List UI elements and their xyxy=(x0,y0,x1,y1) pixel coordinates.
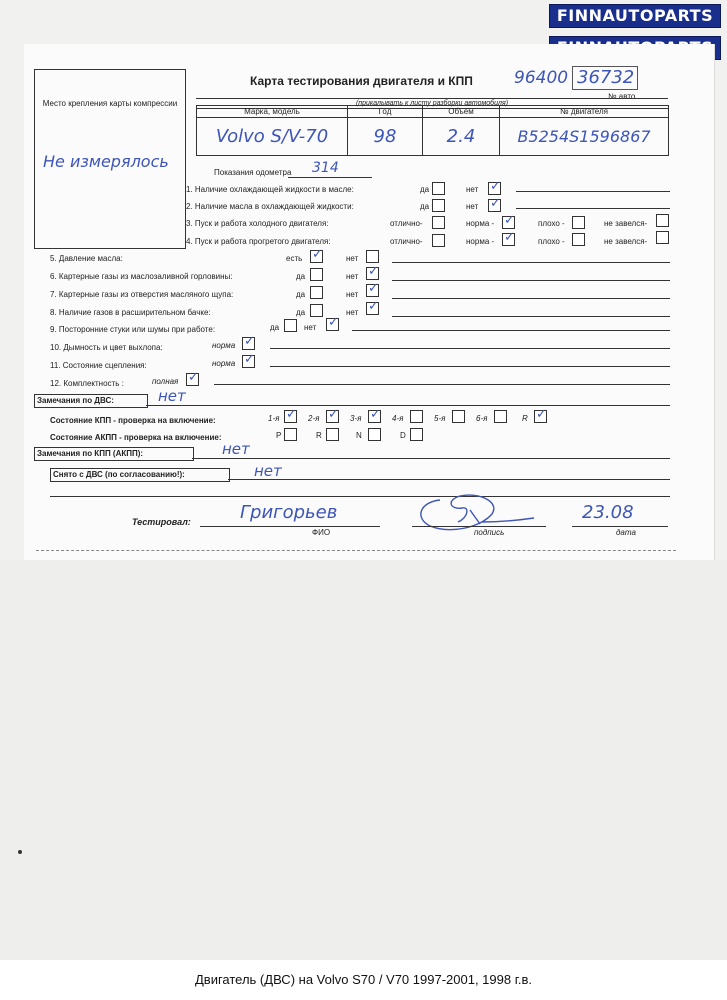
gear-5-label: 5-я xyxy=(434,414,446,423)
item-6-line xyxy=(392,280,670,281)
item-2-line xyxy=(516,208,670,209)
item-3-excellent: отлично- xyxy=(390,219,423,228)
odometer-value: 314 xyxy=(312,160,339,176)
item-11-norm-checkbox xyxy=(242,352,255,368)
scan-speck xyxy=(18,850,22,854)
item-4-excellent-checkbox xyxy=(432,234,445,247)
item-7-yes-checkbox xyxy=(310,286,323,299)
separator-line xyxy=(50,496,670,497)
item-2-no-checkbox xyxy=(488,196,501,212)
gear-2-label: 2-я xyxy=(308,414,320,423)
remarks-engine-value: нет xyxy=(158,387,186,405)
tested-label: Тестировал: xyxy=(132,517,191,527)
akpp-n-label: N xyxy=(356,431,362,440)
header-make: Марка, модель xyxy=(197,106,348,118)
item-9-yes: да xyxy=(270,323,280,332)
item-8-label: 8. Наличие газов в расширительном бачке: xyxy=(50,308,211,317)
item-1-no: нет xyxy=(466,185,479,194)
item-9-no-checkbox xyxy=(326,315,339,331)
akpp-d-label: D xyxy=(400,431,406,440)
item-12-full-checkbox xyxy=(186,370,199,386)
gear-4-checkbox xyxy=(410,410,423,423)
item-11-line xyxy=(270,366,670,367)
cut-line xyxy=(36,550,676,551)
item-3-no-start-checkbox xyxy=(656,214,669,227)
item-11-norm: норма xyxy=(212,359,236,368)
item-7-line xyxy=(392,298,670,299)
item-8-line xyxy=(392,316,670,317)
item-4-no-start: не завелся- xyxy=(604,237,648,246)
item-8-yes-checkbox xyxy=(310,304,323,317)
item-5-present: есть xyxy=(286,254,303,263)
akpp-state-label: Состояние АКПП - проверка на включение: xyxy=(50,433,222,442)
item-8-yes: да xyxy=(296,308,306,317)
item-4-no-start-checkbox xyxy=(656,231,669,244)
item-9-line xyxy=(352,330,670,331)
compression-card-box xyxy=(34,69,186,249)
item-3-normal: норма - xyxy=(466,219,495,228)
odometer-label: Показания одометра xyxy=(214,168,292,177)
fio-label: ФИО xyxy=(312,528,331,537)
item-6-no-checkbox xyxy=(366,264,379,280)
remarks-engine-line xyxy=(146,405,670,406)
removed-value: нет xyxy=(254,462,282,480)
check-mark-icon: ✓ xyxy=(536,407,547,422)
gear-6-label: 6-я xyxy=(476,414,488,423)
gear-r-checkbox xyxy=(534,407,547,423)
tested-value: Григорьев xyxy=(240,502,338,523)
vehicle-table xyxy=(196,105,669,156)
check-mark-icon: ✓ xyxy=(370,407,381,422)
gear-1-label: 1-я xyxy=(268,414,280,423)
remarks-engine-label: Замечания по ДВС: xyxy=(34,394,148,408)
gear-r-label: R xyxy=(522,414,528,423)
form-subtitle: (прикалывать к листу разборки автомобиля) xyxy=(196,98,668,109)
removed-label: Снято с ДВС (по согласованию!): xyxy=(50,468,230,482)
remarks-kpp-line xyxy=(192,458,670,459)
header-volume: Объём xyxy=(423,106,500,118)
item-6-yes: да xyxy=(296,272,306,281)
watermark-logo: FINNAUTOPARTS xyxy=(549,4,721,28)
check-mark-icon: ✓ xyxy=(504,213,515,228)
check-mark-icon: ✓ xyxy=(490,196,501,211)
value-year: 98 xyxy=(348,118,423,156)
item-6-yes-checkbox xyxy=(310,268,323,281)
removed-line xyxy=(228,479,670,480)
item-3-label: 3. Пуск и работа холодного двигателя: xyxy=(186,219,329,228)
mount-box-label: Место крепления карты компрессии xyxy=(42,99,178,108)
item-8-no-checkbox xyxy=(366,299,379,315)
check-mark-icon: ✓ xyxy=(244,352,255,367)
item-5-present-checkbox xyxy=(310,247,323,263)
akpp-r-label: R xyxy=(316,431,322,440)
akpp-p-checkbox xyxy=(284,428,297,441)
item-10-label: 10. Дымность и цвет выхлопа: xyxy=(50,343,163,352)
check-mark-icon: ✓ xyxy=(368,264,379,279)
item-4-normal-checkbox xyxy=(502,230,515,246)
check-mark-icon: ✓ xyxy=(368,299,379,314)
akpp-p-label: P xyxy=(276,431,282,440)
item-4-label: 4. Пуск и работа прогретого двигателя: xyxy=(186,237,331,246)
scan-background xyxy=(0,560,727,960)
item-5-no-checkbox xyxy=(366,250,379,263)
tested-line xyxy=(200,526,380,527)
item-5-line xyxy=(392,262,670,263)
item-3-no-start: не завелся- xyxy=(604,219,648,228)
value-engine-no: B5254S1596867 xyxy=(500,118,669,156)
remarks-kpp-label: Замечания по КПП (АКПП): xyxy=(34,447,194,461)
akpp-n-checkbox xyxy=(368,428,381,441)
item-7-yes: да xyxy=(296,290,306,299)
check-mark-icon: ✓ xyxy=(490,179,501,194)
auto-number-box xyxy=(572,66,638,90)
gear-2-checkbox xyxy=(326,407,339,423)
gear-6-checkbox xyxy=(494,410,507,423)
item-1-line xyxy=(516,191,670,192)
item-1-yes-checkbox xyxy=(432,182,445,195)
akpp-r-checkbox xyxy=(326,428,339,441)
item-1-no-checkbox xyxy=(488,179,501,195)
form-title: Карта тестирования двигателя и КПП xyxy=(250,74,473,88)
item-1-label: 1. Наличие охлаждающей жидкости в масле: xyxy=(186,185,354,194)
check-mark-icon: ✓ xyxy=(368,281,379,296)
item-4-normal: норма - xyxy=(466,237,495,246)
item-7-label: 7. Картерные газы из отверстия масляного щупа: xyxy=(50,290,234,299)
kpp-state-label: Состояние КПП - проверка на включение: xyxy=(50,416,216,425)
item-2-yes: да xyxy=(420,202,430,211)
item-11-label: 11. Состояние сцепления: xyxy=(50,361,147,370)
gear-3-label: 3-я xyxy=(350,414,362,423)
item-12-full: полная xyxy=(152,377,179,386)
gear-1-checkbox xyxy=(284,407,297,423)
item-9-yes-checkbox xyxy=(284,319,297,332)
mount-box-value: Не измерялось xyxy=(43,152,169,171)
item-4-bad: плохо - xyxy=(538,237,565,246)
akpp-d-checkbox xyxy=(410,428,423,441)
item-5-label: 5. Давление масла: xyxy=(50,254,123,263)
item-7-no-checkbox xyxy=(366,281,379,297)
date-value: 23.08 xyxy=(582,502,634,523)
check-mark-icon: ✓ xyxy=(328,315,339,330)
value-volume: 2.4 xyxy=(423,118,500,156)
gear-4-label: 4-я xyxy=(392,414,404,423)
item-7-no: нет xyxy=(346,290,359,299)
item-8-no: нет xyxy=(346,308,359,317)
item-1-yes: да xyxy=(420,185,430,194)
item-6-label: 6. Картерные газы из маслозаливной горловины: xyxy=(50,272,233,281)
item-2-label: 2. Наличие масла в охлаждающей жидкости: xyxy=(186,202,354,211)
kpp-number: 96400 xyxy=(514,68,569,88)
item-12-label: 12. Комплектность : xyxy=(50,379,124,388)
item-3-excellent-checkbox xyxy=(432,216,445,229)
item-2-yes-checkbox xyxy=(432,199,445,212)
check-mark-icon: ✓ xyxy=(328,407,339,422)
gear-5-checkbox xyxy=(452,410,465,423)
item-9-no: нет xyxy=(304,323,317,332)
date-label: дата xyxy=(616,528,636,537)
item-10-line xyxy=(270,348,670,349)
gear-3-checkbox xyxy=(368,407,381,423)
value-make: Volvo S/V-70 xyxy=(197,118,348,156)
item-5-no: нет xyxy=(346,254,359,263)
item-9-label: 9. Посторонние стуки или шумы при работе: xyxy=(50,325,216,334)
signature-label: подпись xyxy=(474,528,505,537)
item-6-no: нет xyxy=(346,272,359,281)
photo-caption: Двигатель (ДВС) на Volvo S70 / V70 1997-2001, 1998 г.в. xyxy=(194,972,532,987)
item-10-norm-checkbox xyxy=(242,334,255,350)
check-mark-icon: ✓ xyxy=(286,407,297,422)
signature-line xyxy=(412,526,546,527)
item-10-norm: норма xyxy=(212,341,236,350)
item-2-no: нет xyxy=(466,202,479,211)
date-line xyxy=(572,526,668,527)
header-engine-no: № двигателя xyxy=(500,106,669,118)
remarks-kpp-value: нет xyxy=(222,440,250,458)
item-12-line xyxy=(214,384,670,385)
check-mark-icon: ✓ xyxy=(312,247,323,262)
check-mark-icon: ✓ xyxy=(504,230,515,245)
item-3-normal-checkbox xyxy=(502,213,515,229)
auto-no-label: № авто xyxy=(608,92,636,101)
check-mark-icon: ✓ xyxy=(244,334,255,349)
item-3-bad-checkbox xyxy=(572,216,585,229)
check-mark-icon: ✓ xyxy=(188,370,199,385)
item-4-bad-checkbox xyxy=(572,233,585,246)
item-3-bad: плохо - xyxy=(538,219,565,228)
header-year: Год xyxy=(348,106,423,118)
item-4-excellent: отлично- xyxy=(390,237,423,246)
odometer-line xyxy=(288,177,372,178)
card-number: 36732 xyxy=(577,67,635,88)
